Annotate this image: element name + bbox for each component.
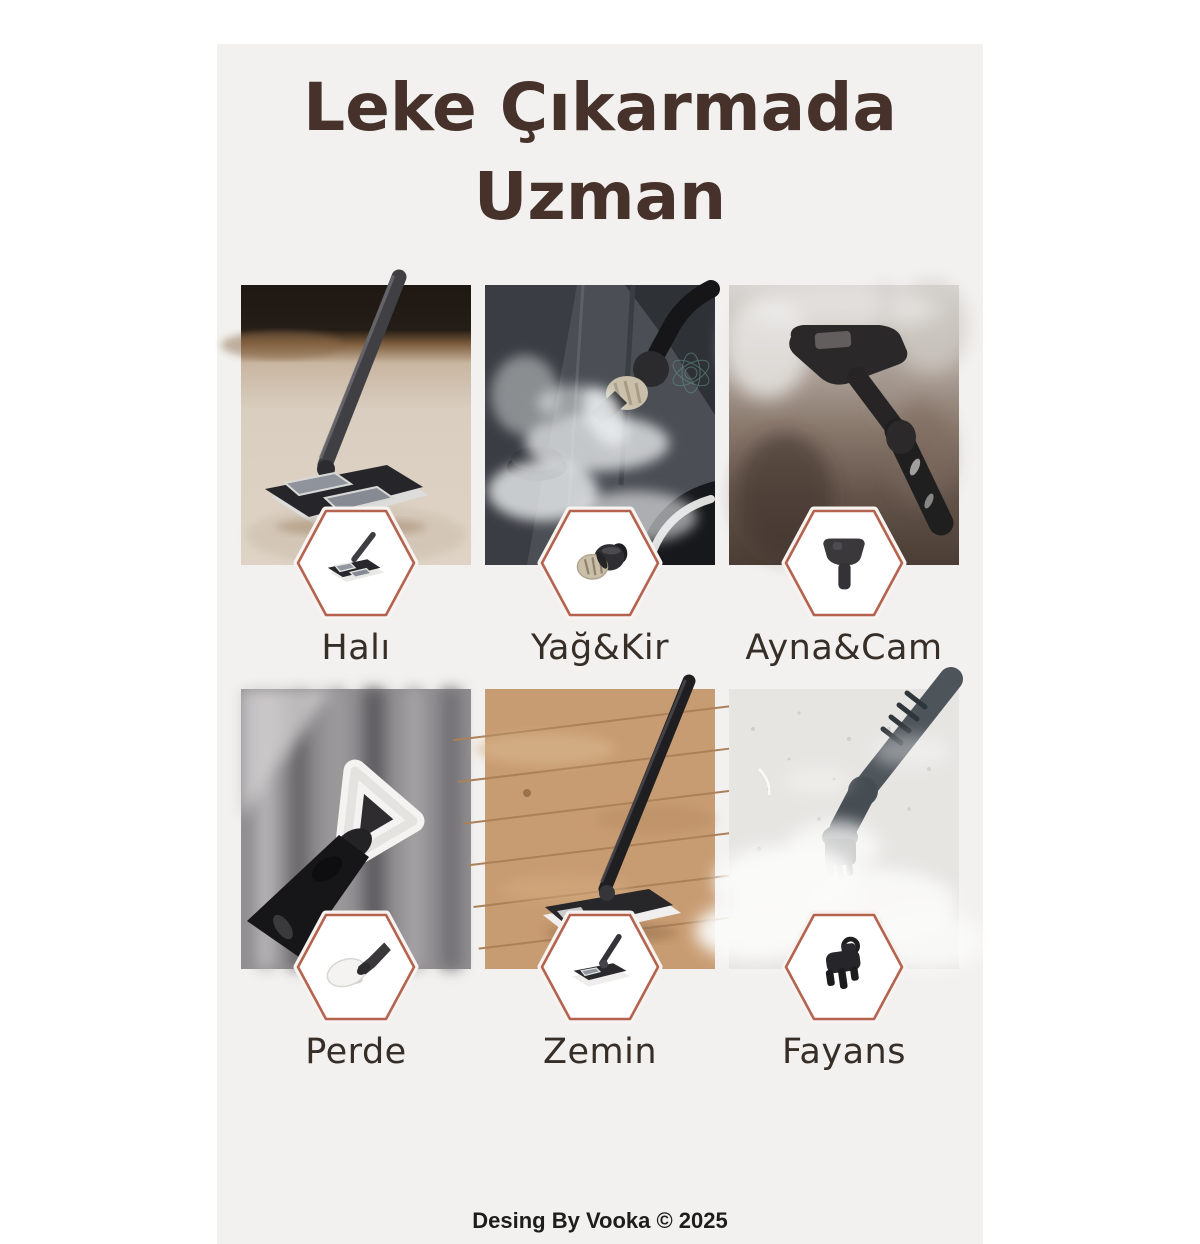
hex-badge-ayna-cam xyxy=(782,507,906,619)
tile-label-hali: Halı xyxy=(321,628,391,669)
title-line-2: Uzman xyxy=(473,157,727,235)
feature-grid xyxy=(217,285,983,1093)
hex-badge-perde xyxy=(294,911,418,1023)
detail-brush-icon xyxy=(808,935,880,999)
tile-zemin xyxy=(485,689,715,1093)
round-brush-icon xyxy=(564,531,636,595)
tile-ayna-cam xyxy=(729,285,959,689)
floor-head-icon xyxy=(564,935,636,999)
tile-label-fayans: Fayans xyxy=(782,1032,906,1073)
mop-head-icon xyxy=(320,531,392,595)
hex-badge-hali xyxy=(294,507,418,619)
squeegee-icon xyxy=(808,531,880,595)
page-title xyxy=(217,44,983,241)
hex-badge-fayans xyxy=(782,911,906,1023)
hex-badge-yag-kir xyxy=(538,507,662,619)
footer-credit: Desing By Vooka © 2025 xyxy=(472,1208,728,1234)
tile-label-yag-kir: Yağ&Kir xyxy=(530,628,670,669)
tile-hali xyxy=(241,285,471,689)
hex-badge-zemin xyxy=(538,911,662,1023)
tile-perde xyxy=(241,689,471,1093)
tile-fayans xyxy=(729,689,959,1093)
tile-label-perde: Perde xyxy=(305,1032,407,1073)
promo-card xyxy=(217,44,983,1244)
title-line-1: Leke Çıkarmada xyxy=(303,69,897,147)
tile-label-zemin: Zemin xyxy=(542,1032,657,1073)
promo-image xyxy=(0,44,1200,1244)
fabric-pad-icon xyxy=(320,935,392,999)
tile-label-ayna-cam: Ayna&Cam xyxy=(745,628,943,669)
tile-yag-kir xyxy=(485,285,715,689)
